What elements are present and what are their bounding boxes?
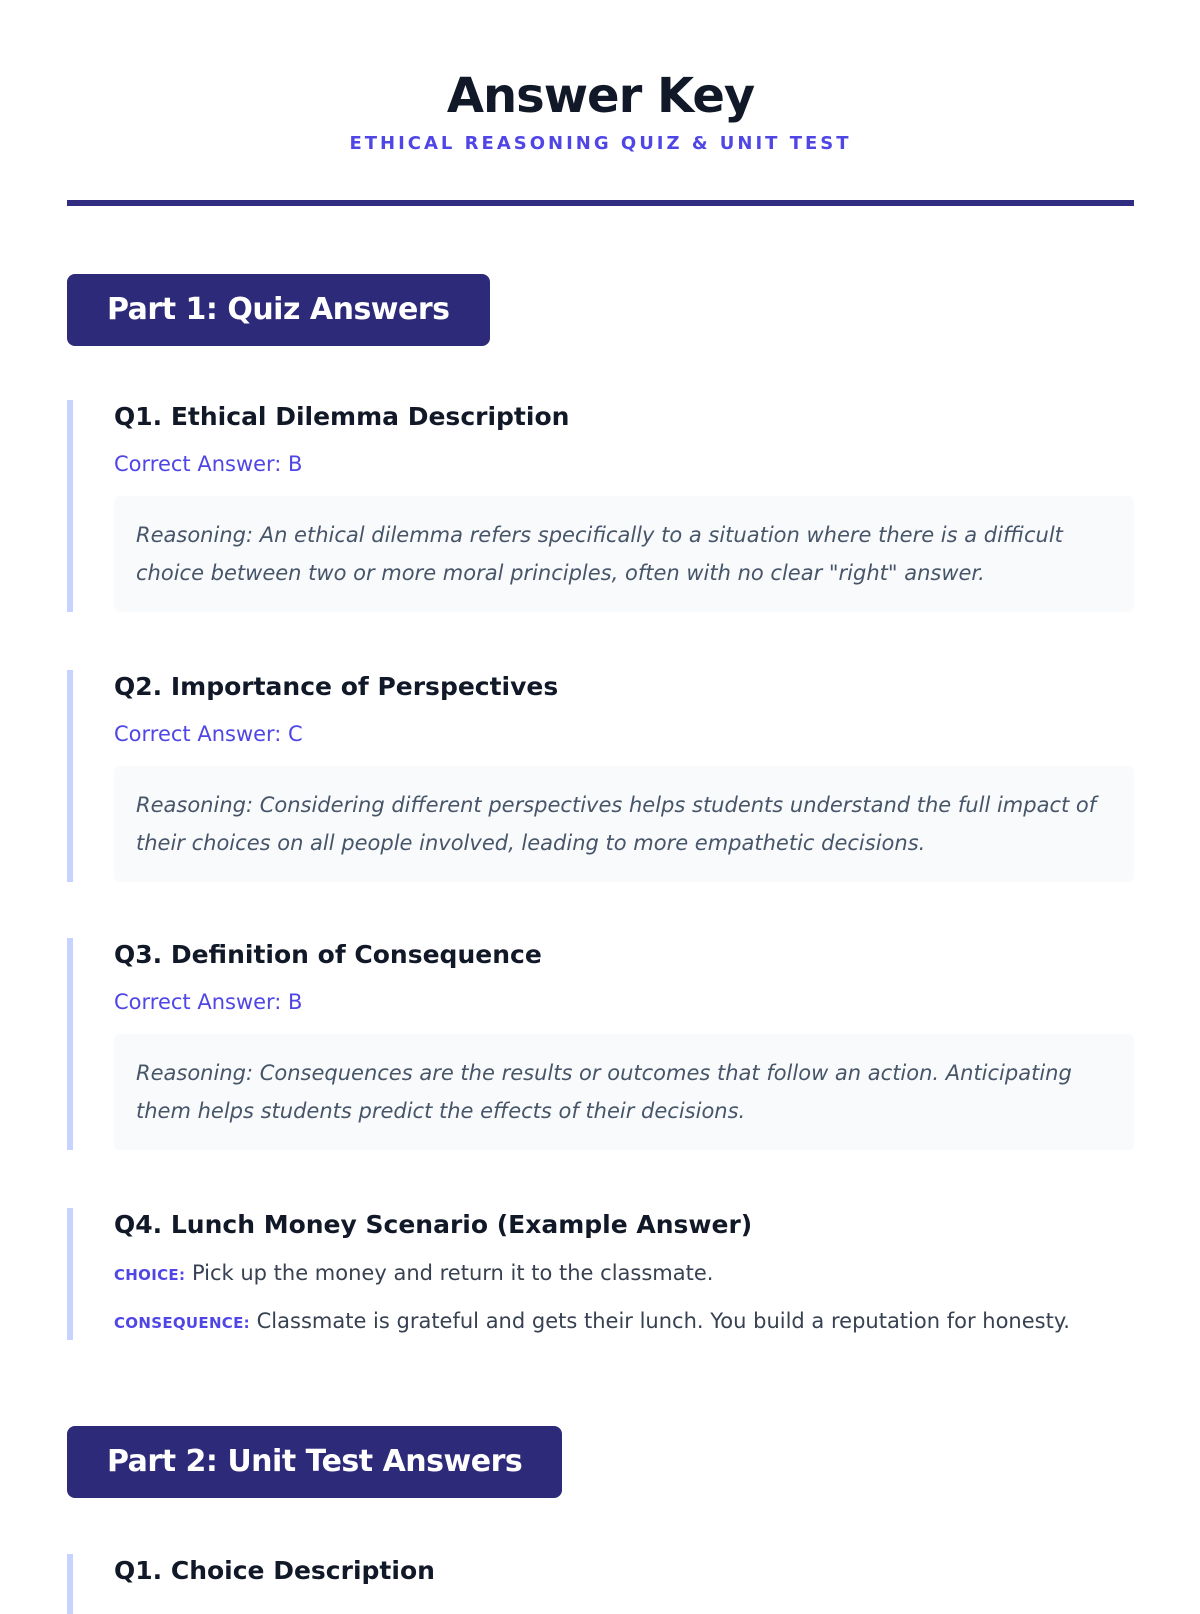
consequence-label: CONSEQUENCE: — [114, 1314, 250, 1332]
quiz-question-1 — [67, 400, 1134, 612]
choice-line — [114, 1256, 1134, 1292]
quiz-question-2 — [67, 670, 1134, 882]
choice-label: CHOICE: — [114, 1266, 186, 1284]
quiz-question-3 — [67, 938, 1134, 1150]
quiz-question-4 — [67, 1208, 1134, 1340]
part-1-heading: Part 1: Quiz Answers — [67, 274, 490, 346]
unit-test-question-1 — [67, 1554, 1134, 1614]
answer-key-page — [67, 0, 1134, 1585]
header-divider — [67, 200, 1134, 206]
question-title: Q4. Lunch Money Scenario (Example Answer) — [114, 1210, 753, 1239]
consequence-text: Classmate is grateful and gets their lunch. You build a reputation for honesty. — [256, 1309, 1070, 1333]
page-subtitle: ETHICAL REASONING QUIZ & UNIT TEST — [349, 133, 852, 154]
correct-answer: Correct Answer: C — [114, 722, 303, 746]
reasoning-text: Reasoning: Consequences are the results or outcomes that follow an action. Anticipating them helps students predict the effects of their decisions. — [114, 1034, 1134, 1150]
correct-answer: Correct Answer: B — [114, 452, 303, 476]
part-2-heading: Part 2: Unit Test Answers — [67, 1426, 562, 1498]
reasoning-text: Reasoning: Considering different perspectives helps students understand the full impact of their choices on all people involved, leading to more empathetic decisions. — [114, 766, 1134, 882]
consequence-line — [114, 1304, 1134, 1340]
document-header — [67, 0, 1134, 156]
page-title: Answer Key — [446, 68, 755, 124]
question-title: Q2. Importance of Perspectives — [114, 672, 559, 701]
choice-text: Pick up the money and return it to the classmate. — [191, 1261, 714, 1285]
correct-answer: Correct Answer: B — [114, 990, 303, 1014]
question-title: Q1. Choice Description — [114, 1556, 435, 1585]
question-title: Q3. Definition of Consequence — [114, 940, 542, 969]
reasoning-text: Reasoning: An ethical dilemma refers specifically to a situation where there is a difficult choice between two or more moral principles, often with no clear "right" answer. — [114, 496, 1134, 612]
question-title: Q1. Ethical Dilemma Description — [114, 402, 570, 431]
